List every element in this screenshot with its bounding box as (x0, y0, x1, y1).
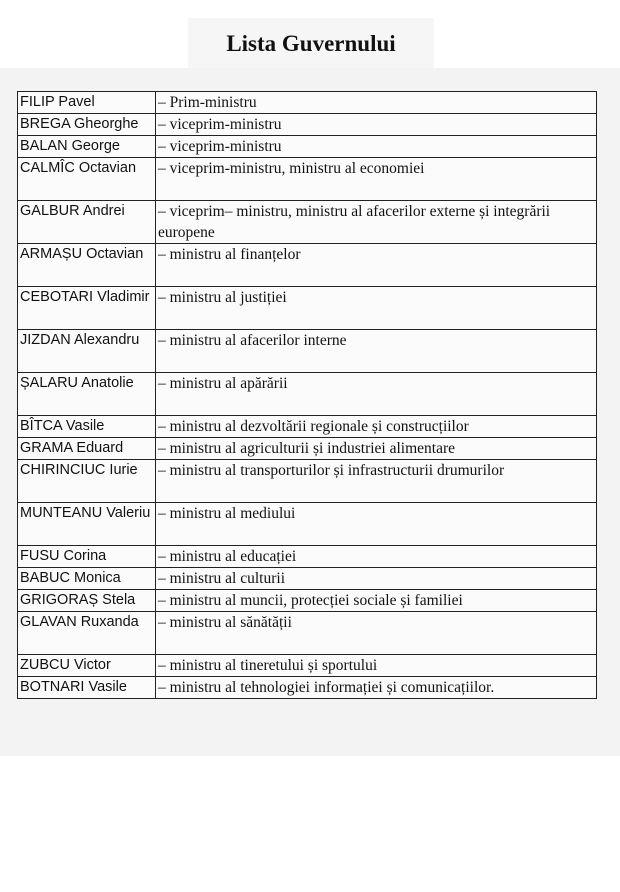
minister-name: FILIP Pavel (18, 92, 156, 114)
table-row (18, 244, 597, 287)
table-row (18, 136, 597, 158)
minister-role: – ministru al finanțelor (156, 244, 597, 287)
minister-name: MUNTEANU Valeriu (18, 503, 156, 546)
minister-name: GRAMA Eduard (18, 438, 156, 460)
minister-name: BALAN George (18, 136, 156, 158)
minister-role: – ministru al mediului (156, 503, 597, 546)
minister-role: – viceprim-ministru (156, 136, 597, 158)
table-row (18, 568, 597, 590)
minister-role: – ministru al dezvoltării regionale și construcțiilor (156, 416, 597, 438)
minister-name: ȘALARU Anatolie (18, 373, 156, 416)
minister-name: BOTNARI Vasile (18, 677, 156, 699)
minister-name: FUSU Corina (18, 546, 156, 568)
table-row (18, 677, 597, 699)
minister-role: – ministru al apărării (156, 373, 597, 416)
minister-name: JIZDAN Alexandru (18, 330, 156, 373)
table-row (18, 373, 597, 416)
minister-role: – ministru al transporturilor și infrastructurii drumurilor (156, 460, 597, 503)
minister-role: – viceprim-ministru (156, 114, 597, 136)
table-row (18, 416, 597, 438)
minister-name: ZUBCU Victor (18, 655, 156, 677)
minister-name: CHIRINCIUC Iurie (18, 460, 156, 503)
table-row (18, 546, 597, 568)
minister-role: – ministru al tineretului și sportului (156, 655, 597, 677)
minister-name: ARMAȘU Octavian (18, 244, 156, 287)
table-row (18, 330, 597, 373)
table-row (18, 612, 597, 655)
minister-role: – ministru al tehnologiei informației și comunicațiilor. (156, 677, 597, 699)
minister-role: – ministru al agriculturii și industriei alimentare (156, 438, 597, 460)
table-row (18, 460, 597, 503)
minister-role: – ministru al muncii, protecției sociale și familiei (156, 590, 597, 612)
table-row (18, 438, 597, 460)
minister-name: GRIGORAȘ Stela (18, 590, 156, 612)
minister-name: CEBOTARI Vladimir (18, 287, 156, 330)
minister-role: – ministru al educației (156, 546, 597, 568)
minister-role: – Prim-ministru (156, 92, 597, 114)
minister-role: – ministru al sănătății (156, 612, 597, 655)
table-row (18, 158, 597, 201)
minister-role: – ministru al afacerilor interne (156, 330, 597, 373)
minister-name: CALMÎC Octavian (18, 158, 156, 201)
minister-role: – ministru al culturii (156, 568, 597, 590)
table-row (18, 590, 597, 612)
table-row (18, 287, 597, 330)
minister-name: GLAVAN Ruxanda (18, 612, 156, 655)
minister-role: – viceprim– ministru, ministru al afacerilor externe și integrării europene (156, 201, 597, 244)
minister-role: – viceprim-ministru, ministru al economiei (156, 158, 597, 201)
government-table (17, 91, 597, 699)
table-row (18, 201, 597, 244)
table-row (18, 114, 597, 136)
minister-name: BREGA Gheorghe (18, 114, 156, 136)
minister-name: BÎTCA Vasile (18, 416, 156, 438)
page-title: Lista Guvernului (226, 31, 396, 56)
table-row (18, 655, 597, 677)
minister-role: – ministru al justiției (156, 287, 597, 330)
table-row (18, 92, 597, 114)
table-row (18, 503, 597, 546)
minister-name: GALBUR Andrei (18, 201, 156, 244)
minister-name: BABUC Monica (18, 568, 156, 590)
